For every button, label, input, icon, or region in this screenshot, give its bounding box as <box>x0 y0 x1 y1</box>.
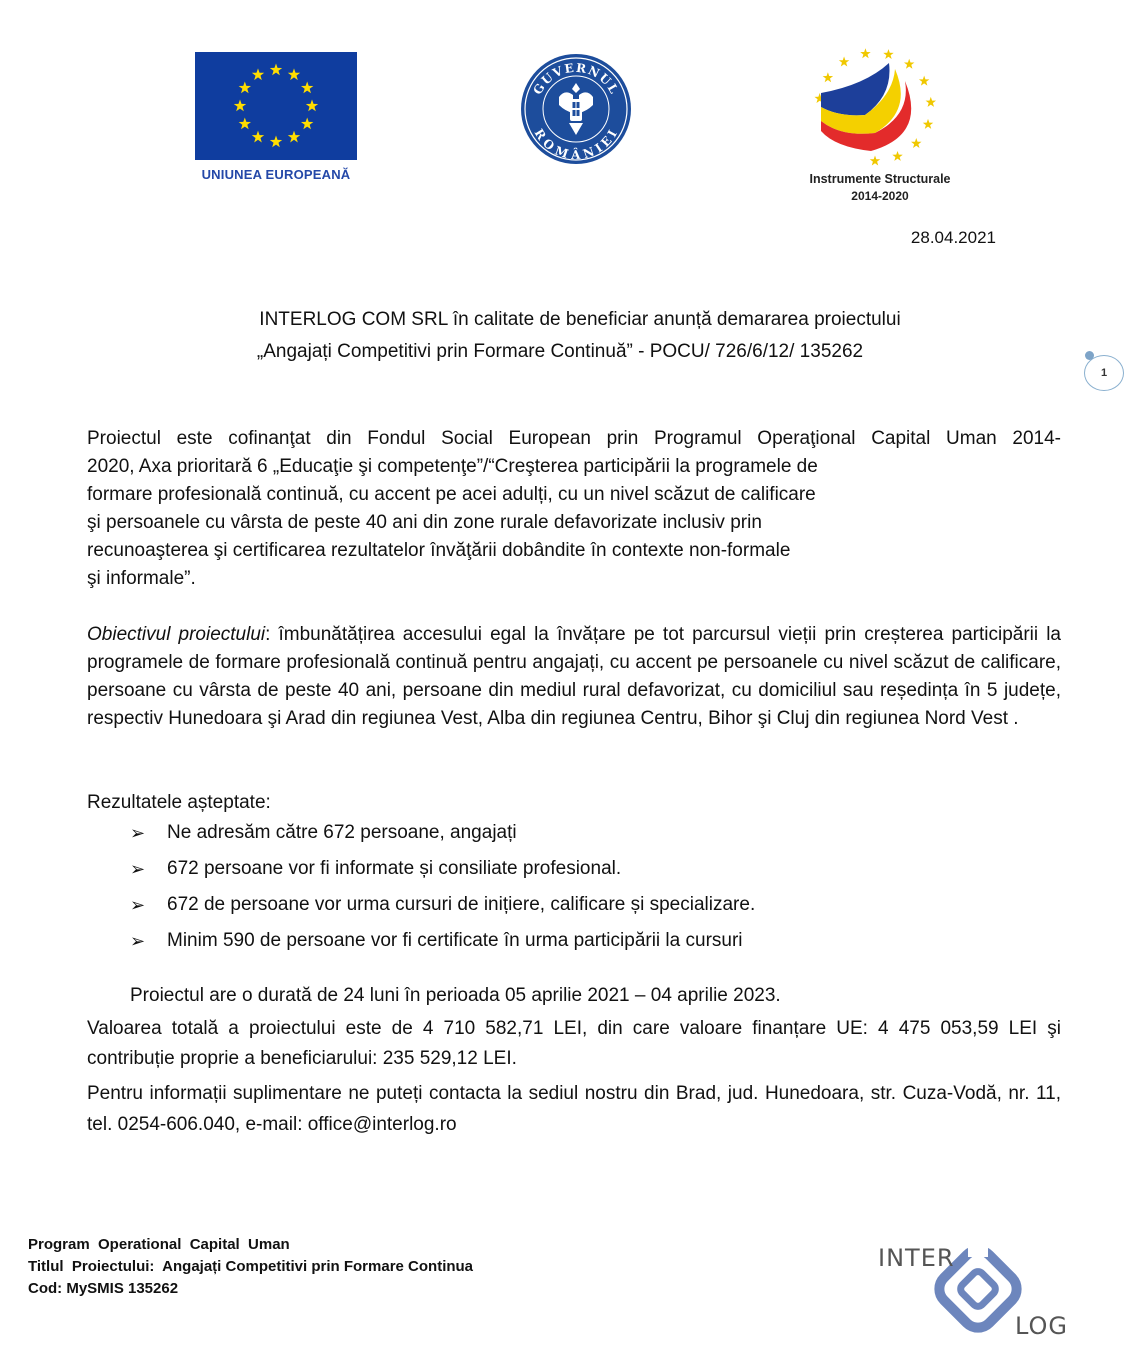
paragraph-line: recunoaşterea şi certificarea rezultatelor învăţării dobândite în contexte non-formale <box>87 540 791 561</box>
arrow-bullet-icon: ➢ <box>130 859 146 879</box>
is-star-icon <box>911 138 921 148</box>
paragraph-line: 2020, Axa prioritară 6 „Educaţie şi competenţe”/“Creşterea participării la programele de <box>87 456 818 477</box>
list-item: ➢ Ne adresăm către 672 persoane, angajați <box>130 819 755 855</box>
is-label-line2: 2014-2020 <box>851 189 909 203</box>
paragraph-line: şi persoanele cu vârsta de peste 40 ani din zone rurale defavorizate inclusiv prin <box>87 512 762 533</box>
eu-star-icon <box>239 82 251 94</box>
eu-star-icon <box>252 131 264 143</box>
eu-star-icon <box>239 118 251 130</box>
eu-star-icon <box>301 82 313 94</box>
is-star-icon <box>883 49 893 59</box>
paragraph-line: formare profesională continuă, cu accent pe acei adulți, cu un nivel scăzut de calificare <box>87 484 816 505</box>
page-number-badge: 1 <box>1084 355 1124 391</box>
is-star-icon <box>870 156 880 166</box>
eu-label: UNIUNEA EUROPEANĂ <box>201 167 351 182</box>
is-star-icon <box>839 56 849 66</box>
eu-star-icon <box>270 64 282 76</box>
is-star-icon <box>926 97 936 107</box>
document-date: 28.04.2021 <box>910 228 996 247</box>
government-seal-logo <box>519 53 633 165</box>
paragraph-line: şi informale”. <box>87 568 196 589</box>
project-duration: Proiectul are o durată de 24 luni în perioada 05 aprilie 2021 – 04 aprilie 2023. <box>130 985 781 1006</box>
project-value: Valoarea totală a proiectului este de 4 710 582,71 LEI, din care valoare finanțare UE: 4 475 053,59 LEI şi contribuție proprie a beneficiarului: 235 529,12 LEI. <box>87 1018 1061 1069</box>
arrow-bullet-icon: ➢ <box>130 823 146 843</box>
eu-star-icon <box>301 118 313 130</box>
arrow-bullet-icon: ➢ <box>130 931 146 951</box>
eu-star-icon <box>306 100 318 112</box>
announcement-title-line1: INTERLOG COM SRL în calitate de beneficiar anunță demararea proiectului <box>259 309 901 330</box>
contact-info: Pentru informații suplimentare ne puteți contacta la sediul nostru din Brad, jud. Hunedoara, str. Cuza-Vodă, nr. 11, tel. 0254-606.040, e-mail: office@interlog.ro <box>87 1083 1061 1135</box>
paragraph-line: Proiectul este cofinanţat din Fondul Social European prin Programul Operaţional Capital Uman 2014- <box>87 428 1061 449</box>
paragraph-cofinancing <box>87 425 1061 593</box>
is-star-icon <box>904 59 914 69</box>
footer-project-title: Titlul Proiectului: Angajați Competitivi prin Formare Continua <box>28 1258 474 1275</box>
eu-flag-logo <box>195 52 357 160</box>
objective-label: Obiectivul proiectului <box>87 624 266 645</box>
interlog-logo-inter: INTER <box>878 1244 955 1272</box>
is-label-line1: Instrumente Structurale <box>809 172 951 186</box>
arrow-bullet-icon: ➢ <box>130 895 146 915</box>
objective-text: : îmbunătățirea accesului egal la învățare pe tot parcursul vieții prin creșterea participării la programele de formare profesională continuă pentru angajați, cu accent pe persoanele cu nivel scăzut de calificare, persoane cu vârsta de peste 40 ani, persoane din mediul rural defavorizat, cu domiciliul sau reședința în 5 județe, respectiv Hunedoara şi Arad din regiunea Vest, Alba din regiunea Centru, Bihor şi Cluj din regiunea Nord Vest . <box>87 624 1061 729</box>
footer-program-info <box>28 1234 473 1300</box>
is-star-icon <box>923 119 933 129</box>
footer-program: Program Operational Capital Uman <box>28 1236 290 1253</box>
eu-star-icon <box>252 68 264 80</box>
list-item: ➢ 672 persoane vor fi informate și consiliate profesional. <box>130 855 755 891</box>
is-star-icon <box>860 48 870 58</box>
list-item: ➢ 672 de persoane vor urma cursuri de inițiere, calificare și specializare. <box>130 891 755 927</box>
footer-smis-code: Cod: MySMIS 135262 <box>28 1280 179 1297</box>
eu-star-icon <box>288 68 300 80</box>
instrumente-structurale-logo <box>805 45 955 170</box>
results-list <box>130 819 755 963</box>
eu-star-icon <box>270 136 282 148</box>
interlog-logo-log: LOG <box>1015 1312 1069 1340</box>
seal-text-top: GUVERNUL <box>530 60 622 98</box>
eu-star-icon <box>234 100 246 112</box>
is-star-icon <box>892 151 902 161</box>
paragraph-objective <box>87 621 1061 733</box>
results-title: Rezultatele așteptate: <box>87 792 271 813</box>
eu-star-icon <box>288 131 300 143</box>
list-item: ➢ Minim 590 de persoane vor fi certificate în urma participării la cursuri <box>130 927 755 963</box>
announcement-title-line2: „Angajați Competitivi prin Formare Continuă” - POCU/ 726/6/12/ 135262 <box>256 341 864 362</box>
is-star-icon <box>919 76 929 86</box>
seal-text-bottom: ROMÂNIEI <box>531 126 621 162</box>
page-number-dot-icon <box>1085 351 1094 360</box>
eu-stars-icon <box>195 52 357 160</box>
is-star-icon <box>823 72 833 82</box>
